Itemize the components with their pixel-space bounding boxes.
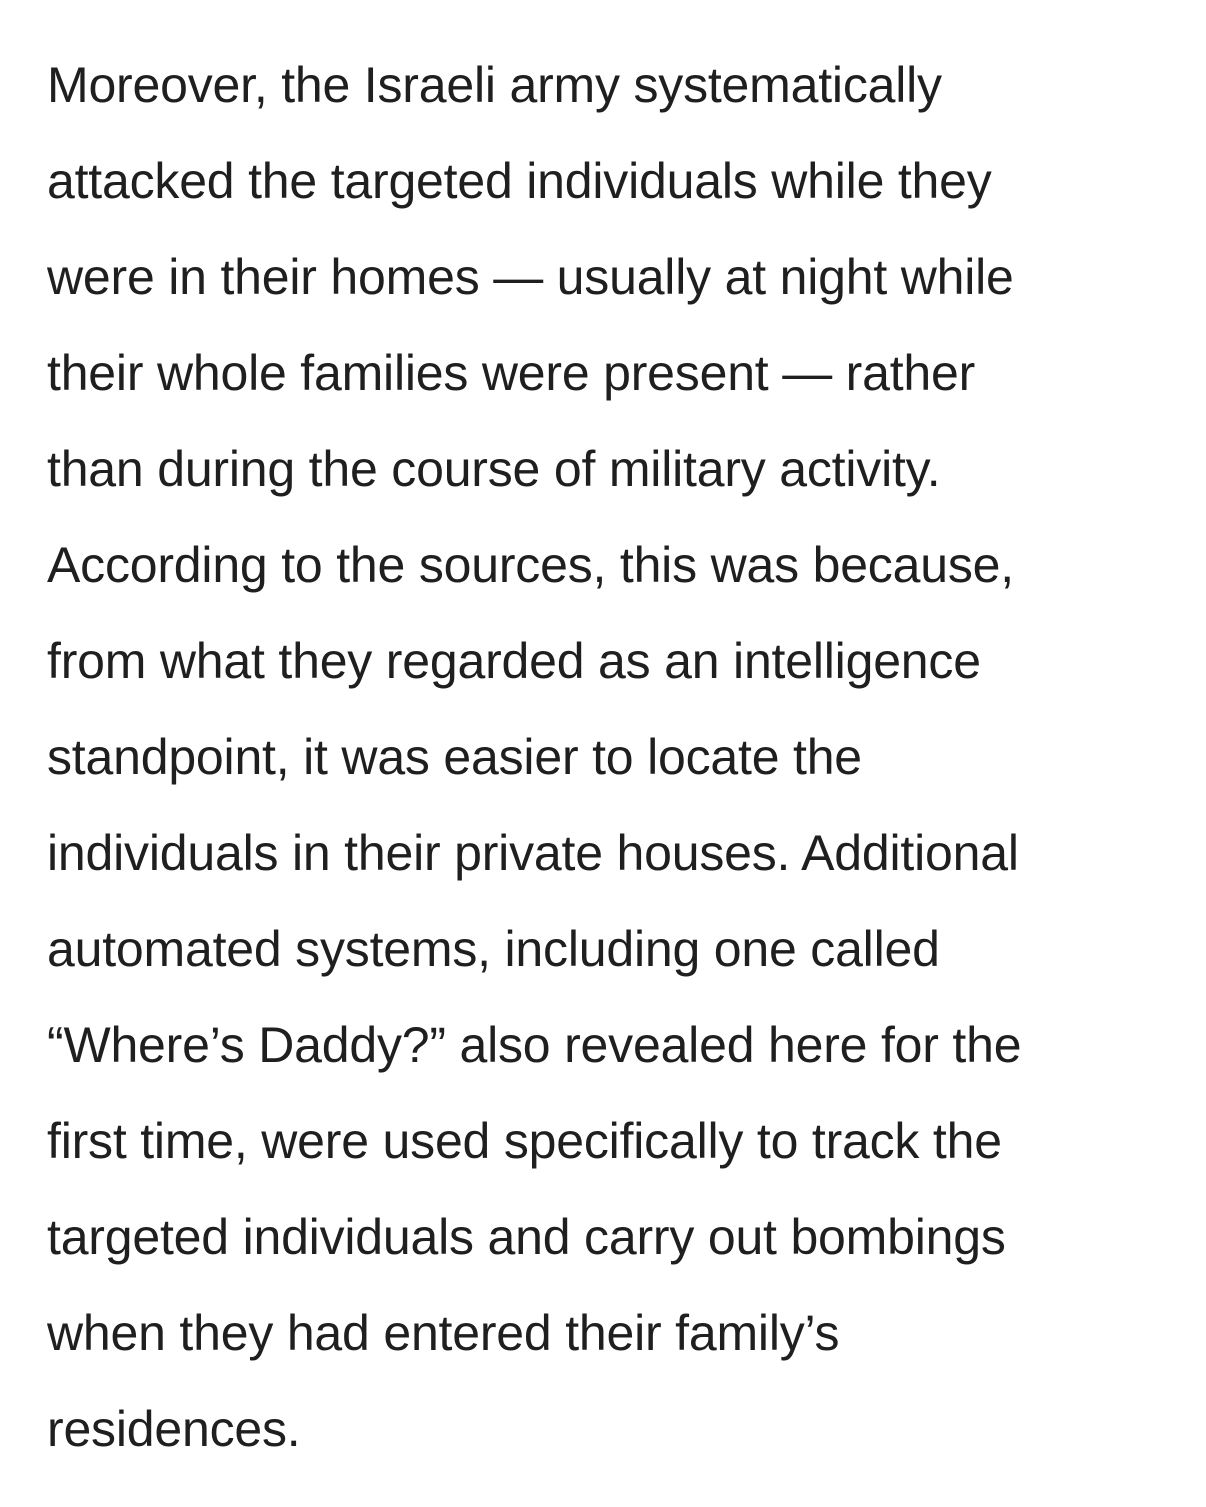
paragraph-line-12: first time, were used specifically to track the [47,1113,1002,1169]
paragraph-line-1: Moreover, the Israeli army systematically [47,57,942,113]
paragraph-line-6: According to the sources, this was because, [47,537,1014,593]
paragraph-line-10: automated systems, including one called [47,921,940,977]
paragraph-line-5: than during the course of military activity. [47,441,941,497]
paragraph-line-11: “Where’s Daddy?” also revealed here for the [47,1017,1022,1073]
paragraph-line-8: standpoint, it was easier to locate the [47,729,862,785]
paragraph-line-4: their whole families were present — rather [47,345,976,401]
paragraph-line-14: when they had entered their family’s [47,1305,840,1361]
paragraph-line-9: individuals in their private houses. Additional [47,825,1019,881]
paragraph-line-13: targeted individuals and carry out bombings [47,1209,1006,1265]
paragraph-line-15: residences. [47,1401,301,1457]
article-paragraph [47,50,1187,1490]
paragraph-line-7: from what they regarded as an intelligence [47,633,981,689]
paragraph-line-3: were in their homes — usually at night while [47,249,1014,305]
paragraph-line-2: attacked the targeted individuals while they [47,153,992,209]
